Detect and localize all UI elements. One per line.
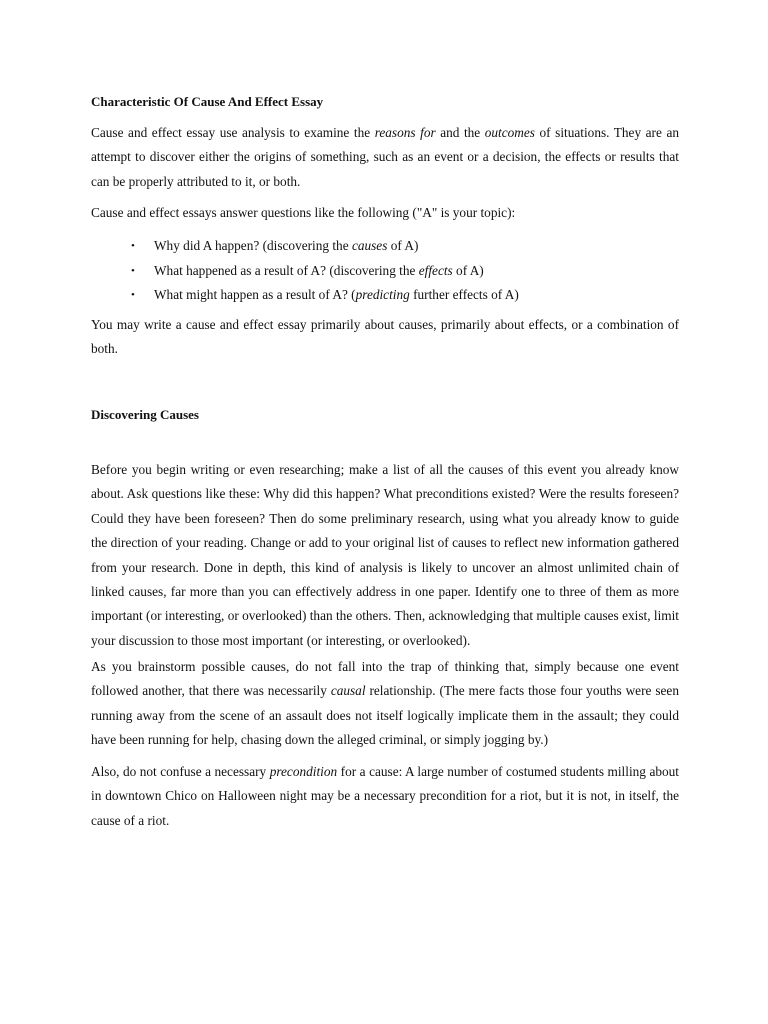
italic-run: predicting bbox=[355, 287, 410, 303]
text-run: relationship. (The mere facts those four youths were seen running away from the scene of an assault does not itself logically implicate them in the assault; they could have been running for help, chasing down the alleged criminal, or simply jogging by.) bbox=[91, 683, 679, 748]
text-run: and the bbox=[435, 125, 485, 140]
text-run: Why did A happen? (discovering the bbox=[154, 238, 352, 253]
italic-run: causes bbox=[351, 238, 388, 253]
bullet-marker: • bbox=[131, 240, 135, 252]
text-run: What happened as a result of A? (discovering the bbox=[154, 262, 419, 278]
paragraph-brainstorm bbox=[91, 655, 679, 753]
text-run: of A) bbox=[387, 238, 419, 253]
text-run: further effects of A) bbox=[409, 287, 519, 303]
bullet-marker: • bbox=[131, 264, 135, 277]
text-run: As you brainstorm possible causes, do not fall into the trap of thinking that, simply because one event followed another, that there was necessarily bbox=[91, 659, 679, 699]
text-run: Also, do not confuse a necessary bbox=[91, 764, 270, 779]
paragraph-questions-intro: Cause and effect essays answer questions like the following ("A" is your topic): bbox=[91, 205, 516, 220]
section-heading-discovering-causes: Discovering Causes bbox=[91, 407, 199, 422]
text-run: of A) bbox=[452, 262, 484, 278]
paragraph-precondition bbox=[91, 760, 679, 833]
italic-run: outcomes bbox=[484, 125, 535, 140]
italic-run: effects bbox=[418, 262, 453, 278]
section-heading-characteristic: Characteristic Of Cause And Effect Essay bbox=[91, 94, 324, 109]
list-item bbox=[131, 259, 671, 284]
list-item-text bbox=[154, 259, 484, 284]
list-item bbox=[131, 234, 671, 259]
text-run: for a cause: A large number of costumed students milling about in downtown Chico on Halloween night may be a necessary precondition for a riot, but it is not, in itself, the cause of a riot. bbox=[91, 764, 679, 828]
paragraph-before-you-begin: Before you begin writing or even researching; make a list of all the causes of this event you already know about. Ask questions like these: Why did this happen? What preconditions existed? Were the results foreseen? Could they have been foreseen? Then do some preliminary research, using what you already know to guide the direction of your reading. Change or add to your original list of causes to reflect new information gathered from your research. Done in depth, this kind of analysis is likely to uncover an almost unlimited chain of linked causes, far more than you can effectively address in one paper. Identify one to three of them as more important (or interesting, or overlooked) than the others. Then, acknowledging that multiple causes exist, limit your discussion to those most important (or interesting, or overlooked). bbox=[91, 462, 679, 648]
paragraph-combination: You may write a cause and effect essay primarily about causes, primarily about effects, or a combination of both. bbox=[91, 317, 679, 357]
bullet-list bbox=[131, 234, 671, 308]
italic-run: causal bbox=[330, 683, 366, 699]
text-run: of situations. They are an attempt to discover either the origins of something, such as an event or a decision, the effects or results that can be properly attributed to it, or both. bbox=[91, 125, 679, 189]
list-item-text bbox=[154, 234, 418, 259]
bullet-marker: • bbox=[131, 289, 135, 302]
paragraph-intro bbox=[91, 121, 679, 194]
italic-run: reasons for bbox=[374, 125, 436, 140]
list-item bbox=[131, 283, 671, 308]
text-run: Cause and effect essay use analysis to examine the bbox=[91, 125, 375, 140]
list-item-text bbox=[154, 283, 519, 308]
text-run: What might happen as a result of A? ( bbox=[154, 287, 356, 303]
italic-run: precondition bbox=[269, 764, 338, 779]
